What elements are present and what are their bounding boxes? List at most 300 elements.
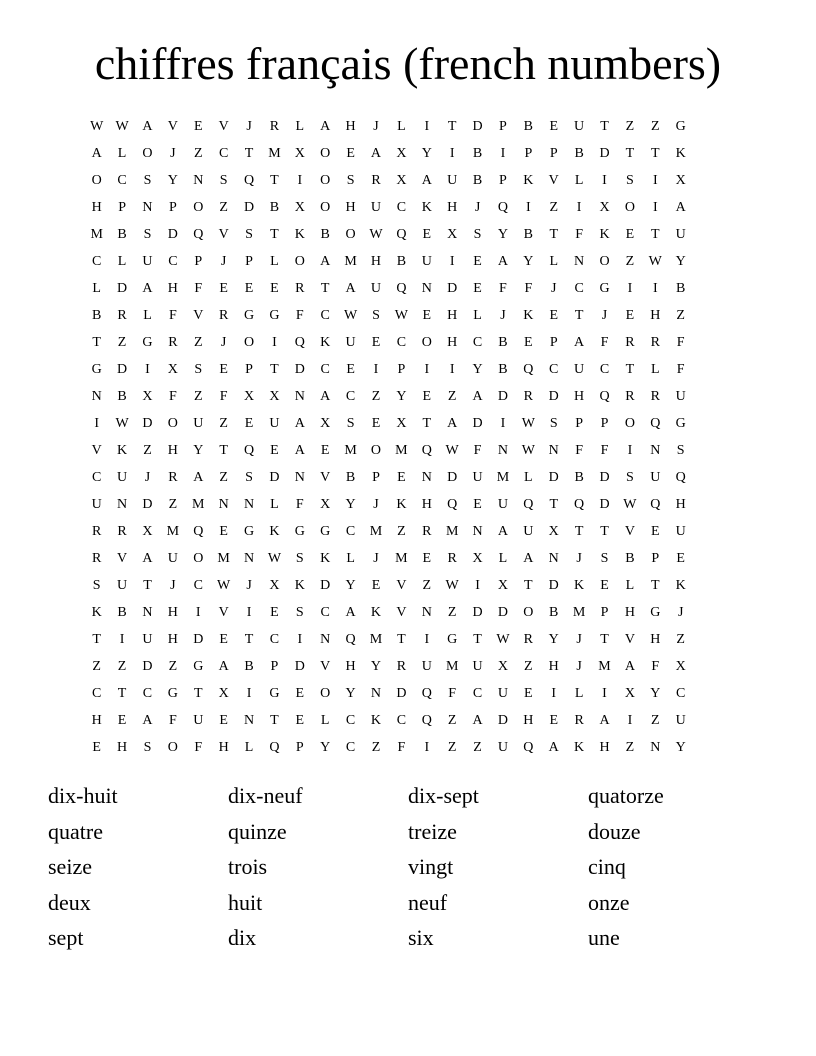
grid-letter: D	[193, 632, 204, 647]
grid-letter: E	[117, 713, 127, 728]
grid-letter: J	[677, 605, 684, 620]
grid-letter: M	[217, 551, 230, 566]
grid-letter: F	[651, 659, 660, 674]
grid-letter: K	[370, 713, 382, 728]
grid-letter: T	[320, 281, 330, 296]
grid-letter: D	[117, 281, 128, 296]
grid-letter: M	[369, 524, 383, 539]
grid-letter: J	[170, 146, 176, 161]
grid-letter: X	[447, 227, 458, 242]
grid-letter: P	[397, 362, 406, 377]
grid-letter: E	[244, 281, 254, 296]
grid-letter: T	[473, 632, 482, 647]
grid-letter: C	[320, 362, 330, 377]
grid-letter: O	[320, 173, 331, 188]
grid-letter: T	[422, 416, 432, 431]
grid-letter: N	[243, 497, 255, 512]
grid-letter: H	[599, 740, 610, 755]
grid-letter: L	[574, 173, 584, 188]
grid-letter: C	[345, 713, 356, 728]
grid-letter: R	[117, 308, 127, 323]
grid-letter: E	[270, 443, 279, 458]
grid-letter: Y	[675, 254, 686, 269]
grid-letter: E	[600, 578, 609, 593]
grid-letter: Y	[548, 632, 559, 647]
grid-letter: K	[117, 443, 128, 458]
grid-letter: V	[193, 308, 204, 323]
grid-letter: E	[422, 308, 432, 323]
grid-letter: Q	[243, 173, 255, 188]
grid-letter: N	[574, 254, 585, 269]
grid-letter: V	[218, 605, 229, 620]
grid-letter: A	[523, 551, 534, 566]
grid-letter: T	[117, 686, 127, 701]
grid-letter: V	[396, 578, 407, 593]
grid-letter: E	[371, 578, 381, 593]
grid-letter: B	[472, 173, 483, 188]
grid-letter: I	[246, 605, 252, 620]
grid-letter: Z	[473, 740, 482, 755]
grid-letter: K	[675, 578, 686, 593]
grid-letter: L	[346, 551, 355, 566]
grid-letter: V	[396, 605, 407, 620]
grid-letter: U	[421, 254, 432, 269]
grid-letter: N	[243, 551, 255, 566]
grid-letter: L	[143, 308, 152, 323]
grid-letter: M	[395, 551, 408, 566]
puzzle-title: chiffres français (french numbers)	[94, 38, 722, 89]
grid-letter: V	[218, 227, 229, 242]
grid-letter: K	[370, 605, 382, 620]
word-list-item: cinq	[588, 854, 626, 880]
grid-letter: M	[496, 470, 510, 485]
grid-letter: F	[168, 713, 177, 728]
grid-letter: U	[472, 470, 483, 485]
grid-letter: I	[424, 119, 430, 134]
grid-letter: F	[448, 686, 457, 701]
grid-letter: H	[548, 659, 559, 674]
grid-letter: K	[396, 497, 407, 512]
grid-letter: F	[473, 443, 482, 458]
grid-letter: I	[627, 713, 633, 728]
grid-letter: O	[599, 254, 610, 269]
grid-letter: K	[320, 335, 331, 350]
grid-letter: O	[243, 335, 255, 350]
grid-letter: O	[142, 146, 153, 161]
word-list-item: huit	[228, 889, 263, 915]
grid-letter: E	[549, 119, 558, 134]
grid-letter: R	[574, 713, 584, 728]
grid-letter: C	[218, 146, 229, 161]
grid-letter: E	[473, 281, 482, 296]
grid-letter: B	[269, 200, 280, 215]
grid-letter: Y	[497, 227, 508, 242]
grid-letter: Z	[143, 443, 152, 458]
grid-letter: X	[142, 524, 153, 539]
grid-letter: M	[445, 659, 459, 674]
grid-letter: E	[422, 389, 432, 404]
grid-letter: Q	[675, 470, 686, 485]
grid-letter: Z	[676, 308, 685, 323]
grid-letter: Q	[497, 200, 508, 215]
grid-letter: H	[650, 308, 661, 323]
grid-letter: U	[117, 578, 128, 593]
grid-letter: N	[472, 524, 483, 539]
word-list-item: seize	[48, 854, 92, 880]
grid-letter: U	[675, 713, 686, 728]
grid-letter: G	[675, 119, 686, 134]
grid-letter: N	[91, 389, 102, 404]
word-list-item: vingt	[408, 854, 454, 880]
grid-letter: A	[320, 389, 331, 404]
grid-letter: T	[143, 578, 152, 593]
grid-letter: N	[243, 713, 255, 728]
grid-letter: T	[600, 632, 609, 647]
grid-letter: E	[422, 227, 432, 242]
grid-letter: Z	[168, 497, 178, 512]
grid-letter: S	[626, 470, 634, 485]
grid-letter: T	[397, 632, 406, 647]
grid-letter: R	[447, 551, 457, 566]
grid-letter: F	[168, 308, 177, 323]
grid-letter: D	[243, 200, 255, 215]
grid-letter: E	[92, 740, 101, 755]
grid-letter: Q	[193, 524, 204, 539]
grid-letter: U	[370, 281, 382, 296]
grid-letter: G	[320, 524, 331, 539]
grid-letter: O	[345, 227, 356, 242]
word-list-item: trois	[228, 854, 268, 880]
grid-letter: Q	[447, 497, 458, 512]
grid-letter: Q	[345, 632, 356, 647]
grid-letter: I	[246, 686, 252, 701]
grid-letter: U	[117, 470, 128, 485]
grid-letter: S	[549, 416, 558, 431]
grid-letter: L	[270, 497, 279, 512]
grid-letter: L	[473, 308, 482, 323]
grid-row	[84, 275, 693, 302]
grid-letter: B	[523, 227, 533, 242]
grid-letter: D	[497, 605, 508, 620]
grid-letter: B	[625, 551, 635, 566]
grid-row	[84, 302, 693, 329]
grid-letter: F	[524, 281, 533, 296]
grid-letter: M	[445, 524, 459, 539]
grid-letter: R	[625, 335, 635, 350]
grid-letter: E	[295, 686, 305, 701]
grid-letter: Z	[193, 335, 203, 350]
grid-row	[84, 221, 693, 248]
grid-row	[84, 167, 693, 194]
grid-letter: W	[623, 497, 637, 512]
grid-letter: X	[396, 416, 407, 431]
grid-letter: J	[144, 470, 151, 485]
grid-letter: X	[320, 416, 331, 431]
grid-letter: B	[676, 281, 686, 296]
grid-letter: T	[270, 173, 279, 188]
grid-letter: D	[548, 578, 559, 593]
grid-letter: F	[168, 389, 177, 404]
grid-letter: Q	[269, 740, 280, 755]
grid-letter: B	[498, 335, 508, 350]
grid-letter: H	[117, 740, 128, 755]
grid-letter: F	[194, 740, 203, 755]
grid-letter: H	[370, 254, 382, 269]
grid-letter: Z	[117, 335, 127, 350]
grid-letter: L	[117, 254, 127, 269]
grid-letter: D	[599, 497, 610, 512]
grid-letter: I	[449, 362, 455, 377]
grid-letter: A	[370, 146, 382, 161]
grid-letter: S	[92, 578, 101, 593]
grid-letter: D	[548, 470, 559, 485]
grid-letter: M	[344, 254, 357, 269]
grid-letter: Q	[396, 227, 407, 242]
grid-letter: N	[117, 497, 128, 512]
grid-letter: K	[421, 200, 432, 215]
grid-letter: H	[650, 632, 661, 647]
grid-letter: Y	[472, 362, 483, 377]
grid-letter: Z	[524, 659, 533, 674]
grid-letter: H	[421, 497, 432, 512]
grid-letter: Z	[219, 470, 228, 485]
grid-letter: A	[548, 740, 559, 755]
grid-letter: O	[320, 200, 331, 215]
grid-letter: F	[194, 281, 203, 296]
grid-letter: E	[524, 686, 533, 701]
grid-letter: N	[548, 443, 559, 458]
grid-letter: O	[91, 173, 102, 188]
grid-letter: A	[675, 200, 686, 215]
grid-letter: B	[574, 146, 584, 161]
grid-letter: U	[345, 335, 356, 350]
grid-letter: X	[675, 173, 686, 188]
grid-letter: K	[91, 605, 102, 620]
grid-letter: X	[497, 578, 508, 593]
grid-letter: K	[294, 578, 305, 593]
grid-letter: I	[449, 254, 455, 269]
grid-letter: B	[320, 227, 330, 242]
grid-letter: T	[447, 119, 457, 134]
grid-row	[84, 383, 693, 410]
grid-letter: W	[521, 416, 535, 431]
grid-letter: J	[474, 200, 481, 215]
grid-letter: T	[600, 119, 609, 134]
grid-letter: Y	[523, 254, 534, 269]
grid-letter: Y	[650, 686, 661, 701]
grid-letter: V	[624, 632, 635, 647]
grid-letter: H	[91, 200, 102, 215]
grid-letter: L	[295, 119, 305, 134]
grid-letter: E	[422, 551, 432, 566]
grid-letter: Z	[371, 740, 381, 755]
word-list-item: une	[588, 925, 620, 951]
grid-letter: X	[320, 497, 331, 512]
grid-letter: G	[675, 416, 686, 431]
grid-letter: Y	[345, 686, 356, 701]
grid-letter: O	[624, 416, 635, 431]
grid-letter: H	[523, 713, 534, 728]
grid-letter: T	[574, 524, 584, 539]
grid-letter: X	[472, 551, 483, 566]
grid-letter: D	[472, 605, 483, 620]
grid-letter: N	[294, 470, 305, 485]
grid-letter: E	[219, 713, 228, 728]
grid-letter: Y	[370, 659, 382, 674]
grid-letter: C	[117, 173, 127, 188]
grid-letter: S	[473, 227, 482, 242]
grid-letter: T	[219, 443, 228, 458]
word-list-item: quatre	[48, 818, 103, 844]
grid-letter: G	[294, 524, 305, 539]
grid-letter: C	[320, 605, 330, 620]
word-list-item: onze	[588, 889, 630, 915]
grid-letter: H	[167, 605, 178, 620]
grid-letter: R	[523, 389, 533, 404]
grid-letter: D	[396, 686, 407, 701]
grid-letter: B	[117, 605, 127, 620]
grid-letter: O	[421, 335, 432, 350]
grid-letter: A	[447, 416, 458, 431]
grid-letter: A	[497, 254, 508, 269]
grid-letter: E	[346, 146, 355, 161]
grid-letter: E	[193, 119, 203, 134]
grid-letter: E	[651, 524, 660, 539]
grid-letter: A	[142, 551, 153, 566]
grid-letter: C	[396, 335, 407, 350]
grid-letter: A	[142, 281, 153, 296]
grid-letter: D	[320, 578, 331, 593]
grid-letter: I	[627, 443, 633, 458]
grid-letter: I	[119, 632, 125, 647]
grid-letter: A	[624, 659, 635, 674]
grid-letter: S	[143, 740, 152, 755]
grid-letter: G	[142, 335, 153, 350]
grid-letter: Z	[219, 416, 228, 431]
grid-letter: P	[372, 470, 380, 485]
grid-letter: R	[625, 389, 635, 404]
grid-letter: E	[219, 632, 228, 647]
grid-letter: I	[500, 416, 506, 431]
grid-letter: S	[143, 227, 152, 242]
grid-letter: I	[94, 416, 100, 431]
grid-letter: D	[142, 497, 153, 512]
grid-letter: G	[269, 308, 280, 323]
grid-letter: O	[624, 200, 635, 215]
grid-letter: K	[574, 578, 585, 593]
grid-letter: K	[523, 308, 534, 323]
grid-letter: U	[370, 200, 382, 215]
grid-letter: M	[369, 632, 383, 647]
grid-letter: P	[118, 200, 126, 215]
grid-letter: W	[267, 551, 282, 566]
grid-letter: I	[500, 146, 506, 161]
grid-letter: N	[142, 200, 153, 215]
grid-letter: L	[498, 551, 508, 566]
grid-letter: I	[627, 281, 633, 296]
grid-letter: D	[497, 713, 508, 728]
grid-letter: L	[651, 362, 660, 377]
grid-letter: Z	[371, 389, 381, 404]
grid-letter: U	[421, 659, 432, 674]
grid-letter: A	[91, 146, 102, 161]
grid-letter: L	[625, 578, 635, 593]
grid-letter: E	[244, 416, 254, 431]
grid-letter: I	[652, 281, 658, 296]
grid-letter: P	[245, 254, 253, 269]
grid-row	[84, 356, 693, 383]
grid-letter: J	[576, 632, 582, 647]
grid-letter: E	[295, 713, 305, 728]
grid-letter: Z	[447, 389, 457, 404]
grid-row	[84, 734, 693, 761]
grid-letter: D	[497, 389, 508, 404]
grid-letter: Z	[651, 119, 660, 134]
grid-letter: G	[243, 308, 255, 323]
grid-letter: A	[345, 281, 356, 296]
grid-letter: L	[92, 281, 101, 296]
grid-row	[84, 410, 693, 437]
grid-letter: R	[92, 551, 102, 566]
grid-letter: C	[320, 308, 330, 323]
grid-letter: N	[370, 686, 382, 701]
grid-letter: G	[269, 686, 280, 701]
grid-letter: H	[345, 200, 356, 215]
grid-letter: A	[320, 119, 331, 134]
grid-letter: Z	[92, 659, 101, 674]
grid-letter: V	[320, 659, 331, 674]
grid-letter: D	[548, 389, 559, 404]
grid-letter: O	[167, 740, 178, 755]
grid-letter: E	[549, 308, 558, 323]
grid-letter: G	[650, 605, 661, 620]
grid-letter: X	[624, 686, 635, 701]
grid-letter: D	[472, 119, 483, 134]
grid-letter: I	[602, 173, 607, 188]
grid-letter: X	[142, 389, 153, 404]
grid-letter: Q	[421, 686, 432, 701]
grid-letter: D	[117, 362, 128, 377]
grid-letter: T	[92, 335, 101, 350]
grid-letter: X	[294, 146, 305, 161]
grid-letter: U	[675, 389, 686, 404]
grid-letter: D	[447, 470, 458, 485]
grid-letter: O	[294, 254, 305, 269]
word-list-item: six	[408, 925, 434, 951]
grid-letter: P	[295, 740, 304, 755]
grid-letter: H	[447, 308, 458, 323]
grid-letter: I	[145, 362, 150, 377]
grid-letter: Q	[523, 362, 534, 377]
grid-letter: N	[650, 443, 661, 458]
grid-letter: A	[142, 119, 153, 134]
grid-letter: O	[193, 551, 204, 566]
grid-letter: F	[676, 362, 685, 377]
word-list-item: neuf	[408, 889, 448, 915]
grid-letter: C	[472, 686, 483, 701]
grid-letter: E	[270, 281, 279, 296]
grid-letter: Y	[396, 389, 407, 404]
grid-letter: C	[92, 254, 102, 269]
grid-letter: C	[92, 470, 102, 485]
grid-letter: N	[193, 173, 204, 188]
grid-letter: H	[345, 659, 356, 674]
grid-letter: A	[574, 335, 585, 350]
word-list-item: deux	[48, 889, 91, 915]
grid-letter: X	[396, 146, 407, 161]
grid-letter: T	[270, 227, 279, 242]
grid-letter: I	[272, 335, 277, 350]
